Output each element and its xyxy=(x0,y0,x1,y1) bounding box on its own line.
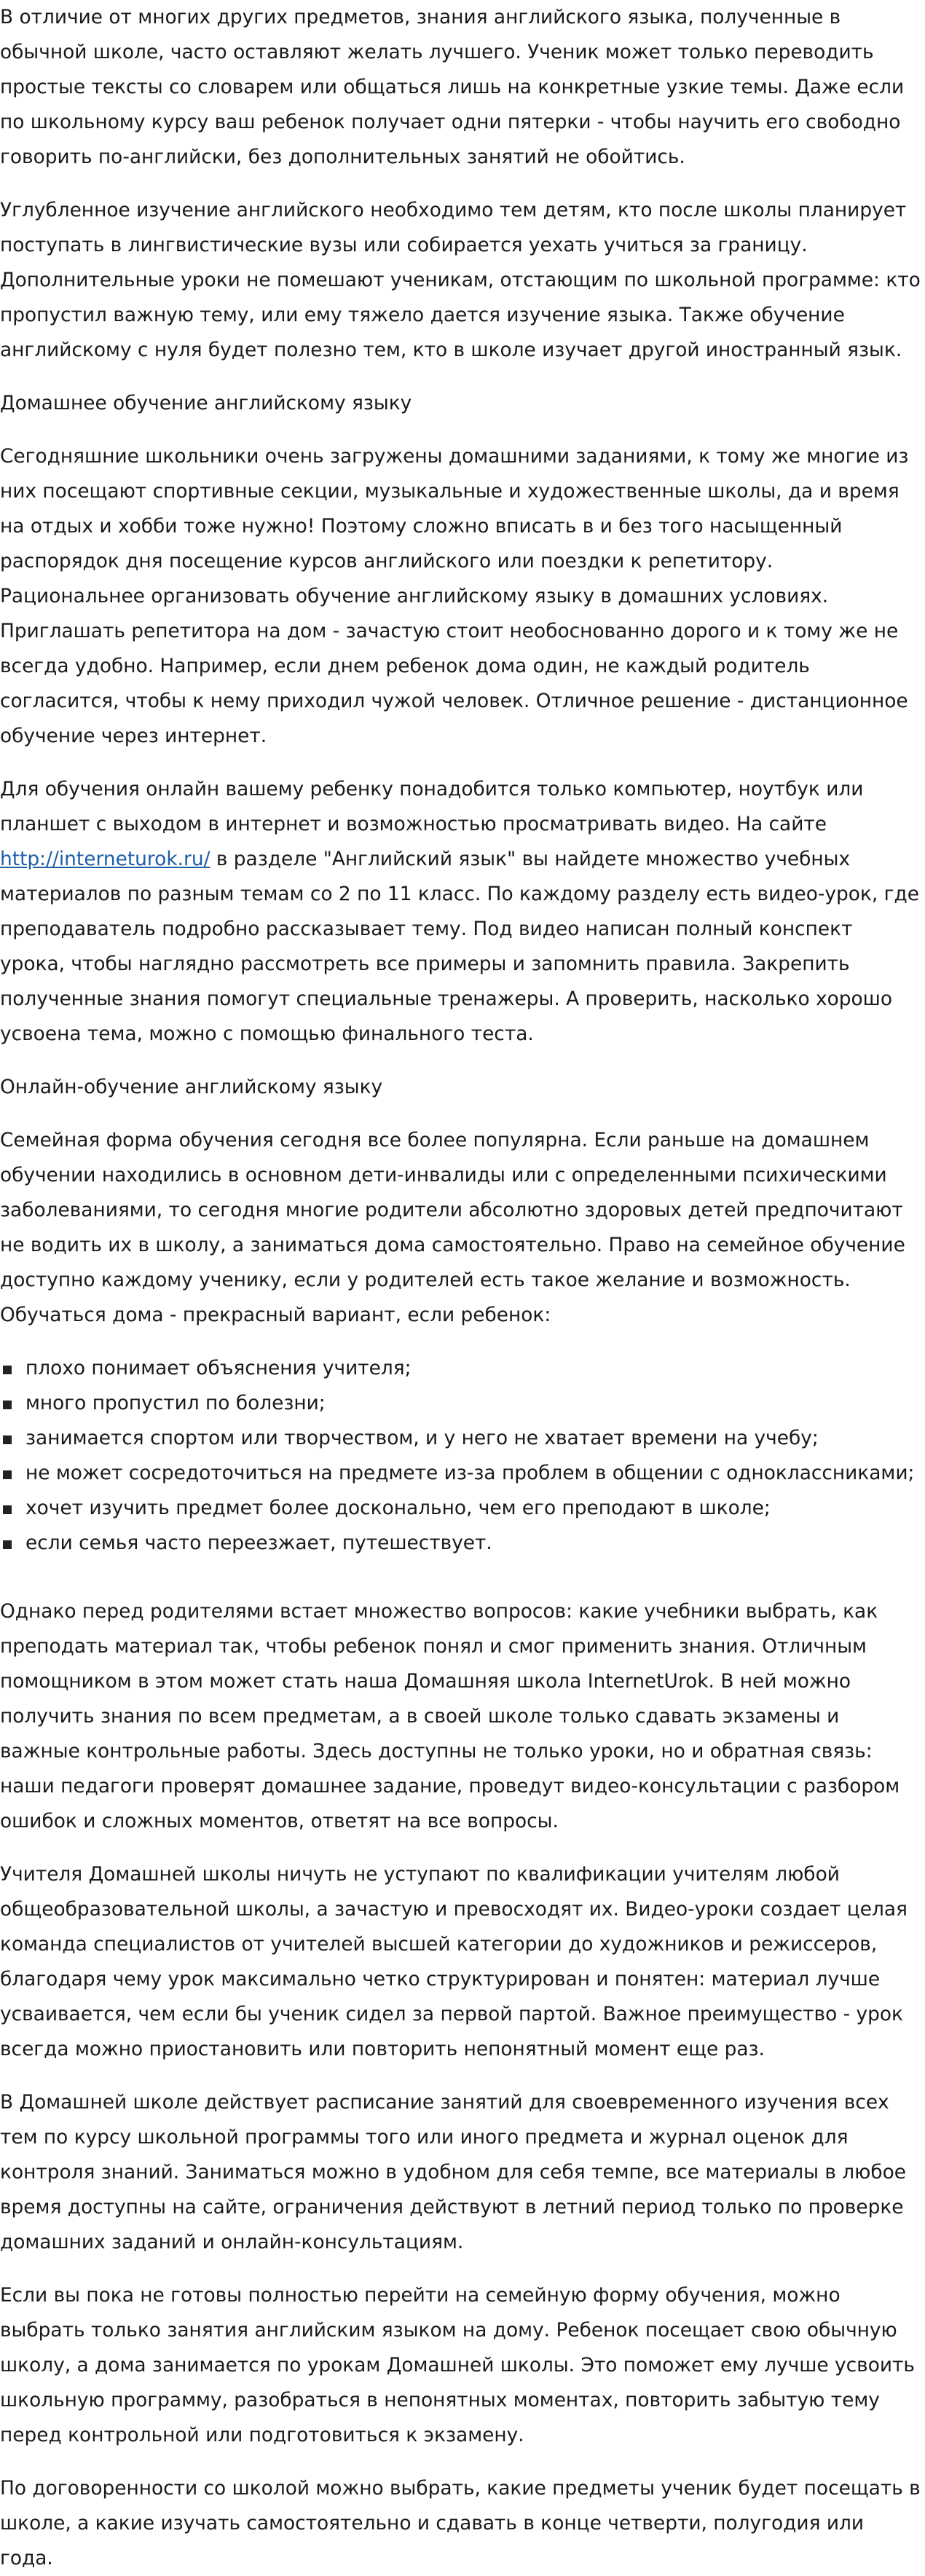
list-item xyxy=(0,1351,921,1386)
list-item xyxy=(0,1456,921,1491)
section-heading-online-learning: Онлайн-обучение английскому языку xyxy=(0,1076,383,1098)
bullet-square-icon xyxy=(3,1540,12,1549)
list-item-text: много пропустил по болезни; xyxy=(25,1392,326,1414)
bullet-square-icon xyxy=(3,1435,12,1444)
list-item-text: хочет изучить предмет более досконально, чем его преподают в школе; xyxy=(25,1497,771,1519)
paragraph-advanced-study: Углубленное изучение английского необходимо тем детям, кто после школы планирует поступать в лингвистические вузы или собирается уехать учиться за границу. Дополнительные уроки не помешают ученикам, отстающим по школьной программе: кто пропустил важную тему, или ему тяжело дается изучение языка. Также обучение английскому с нуля будет полезно тем, кто в школе изучает другой иностранный язык. xyxy=(0,199,921,361)
bullet-square-icon xyxy=(3,1505,12,1514)
paragraph-english-only: Если вы пока не готовы полностью перейти на семейную форму обучения, можно выбрать только занятия английским языком на дому. Ребенок посещает свою обычную школу, а дома занимается по урокам Домашней школы. Это поможет ему лучше усвоить школьную программу, разобраться в непонятных моментах, повторить забытую тему перед контрольной или подготовиться к экзамену. xyxy=(0,2284,915,2446)
paragraph-busy-students: Сегодняшние школьники очень загружены домашними заданиями, к тому же многие из них посещают спортивные секции, музыкальные и художественные школы, да и время на отдых и хобби тоже нужно! Поэтому сложно вписать в и без того насыщенный распорядок дня посещение курсов английского или поездки к репетитору. Рациональнее организовать обучение английскому языку в домашних условиях. Приглашать репетитора на дом - зачастую стоит необоснованно дорого и к тому же не всегда удобно. Например, если днем ребенок дома один, не каждый родитель согласится, чтобы к нему приходил чужой человек. Отличное решение - дистанционное обучение через интернет. xyxy=(0,445,909,747)
interneturok-link[interactable]: http://interneturok.ru/ xyxy=(0,848,210,870)
paragraph-online-text-after: в разделе "Английский язык" вы найдете множество учебных материалов по разным темам со 2 по 11 класс. По каждому разделу есть видео-урок, где преподаватель подробно рассказывает тему. Под видео написан полный конспект урока, чтобы наглядно рассмотреть все примеры и запомнить правила. Закрепить полученные знания помогут специальные тренажеры. А проверить, насколько хорошо усвоена тема, можно с помощью финального теста. xyxy=(0,848,919,1045)
list-item xyxy=(0,1386,921,1421)
list-item xyxy=(0,1491,921,1526)
list-item xyxy=(0,1526,921,1561)
reasons-list xyxy=(0,1351,921,1561)
list-item-text: если семья часто переезжает, путешествует. xyxy=(25,1532,492,1554)
list-item xyxy=(0,1421,921,1456)
paragraph-teachers: Учителя Домашней школы ничуть не уступают по квалификации учителям любой общеобразовательной школы, а зачастую и превосходят их. Видео-уроки создает целая команда специалистов от учителей высшей категории до художников и режиссеров, благодаря чему урок максимально четко структурирован и понятен: материал лучше усваивается, чем если бы ученик сидел за первой партой. Важное преимущество - урок всегда можно приостановить или повторить непонятный момент еще раз. xyxy=(0,1863,908,2060)
paragraph-school-agreement: По договоренности со школой можно выбрать, какие предметы ученик будет посещать в школе, а какие изучать самостоятельно и сдавать в конце четверти, полугодия или года. xyxy=(0,2477,921,2569)
paragraph-family-education: Семейная форма обучения сегодня все более популярна. Если раньше на домашнем обучении находились в основном дети-инвалиды или с определенными психическими заболеваниями, то сегодня многие родители абсолютно здоровых детей предпочитают не водить их в школу, а заниматься дома самостоятельно. Право на семейное обучение доступно каждому ученику, если у родителей есть такое желание и возможность. Обучаться дома - прекрасный вариант, если ребенок: xyxy=(0,1129,905,1326)
bullet-square-icon xyxy=(3,1401,12,1409)
paragraph-online-text-before: Для обучения онлайн вашему ребенку понадобится только компьютер, ноутбук или планшет с выходом в интернет и возможностью просматривать видео. На сайте xyxy=(0,778,864,835)
list-item-text: плохо понимает объяснения учителя; xyxy=(25,1357,412,1379)
paragraph-online-requirements xyxy=(0,772,921,1052)
section-heading-home-learning: Домашнее обучение английскому языку xyxy=(0,392,412,414)
paragraph-intro: В отличие от многих других предметов, знания английского языка, полученные в обычной школе, часто оставляют желать лучшего. Ученик может только переводить простые тексты со словарем или общаться лишь на конкретные узкие темы. Даже если по школьному курсу ваш ребенок получает одни пятерки - чтобы научить его свободно говорить по-английски, без дополнительных занятий не обойтись. xyxy=(0,6,905,168)
bullet-square-icon xyxy=(3,1470,12,1479)
list-item-text: не может сосредоточиться на предмете из-за проблем в общении с одноклассниками; xyxy=(25,1462,915,1484)
list-item-text: занимается спортом или творчеством, и у него не хватает времени на учебу; xyxy=(25,1427,819,1449)
paragraph-home-school: Однако перед родителями встает множество вопросов: какие учебники выбрать, как преподать материал так, чтобы ребенок понял и смог применить знания. Отличным помощником в этом может стать наша Домашняя школа InternetUrok. В ней можно получить знания по всем предметам, а в своей школе только сдавать экзамены и важные контрольные работы. Здесь доступны не только уроки, но и обратная связь: наши педагоги проверят домашнее задание, проведут видео-консультации с разбором ошибок и сложных моментов, ответят на все вопросы. xyxy=(0,1600,900,1832)
paragraph-schedule: В Домашней школе действует расписание занятий для своевременного изучения всех тем по курсу школьной программы того или иного предмета и журнал оценок для контроля знаний. Заниматься можно в удобном для себя темпе, все материалы в любое время доступны на сайте, ограничения действуют в летний период только по проверке домашних заданий и онлайн-консультациям. xyxy=(0,2091,907,2253)
bullet-square-icon xyxy=(3,1366,12,1374)
